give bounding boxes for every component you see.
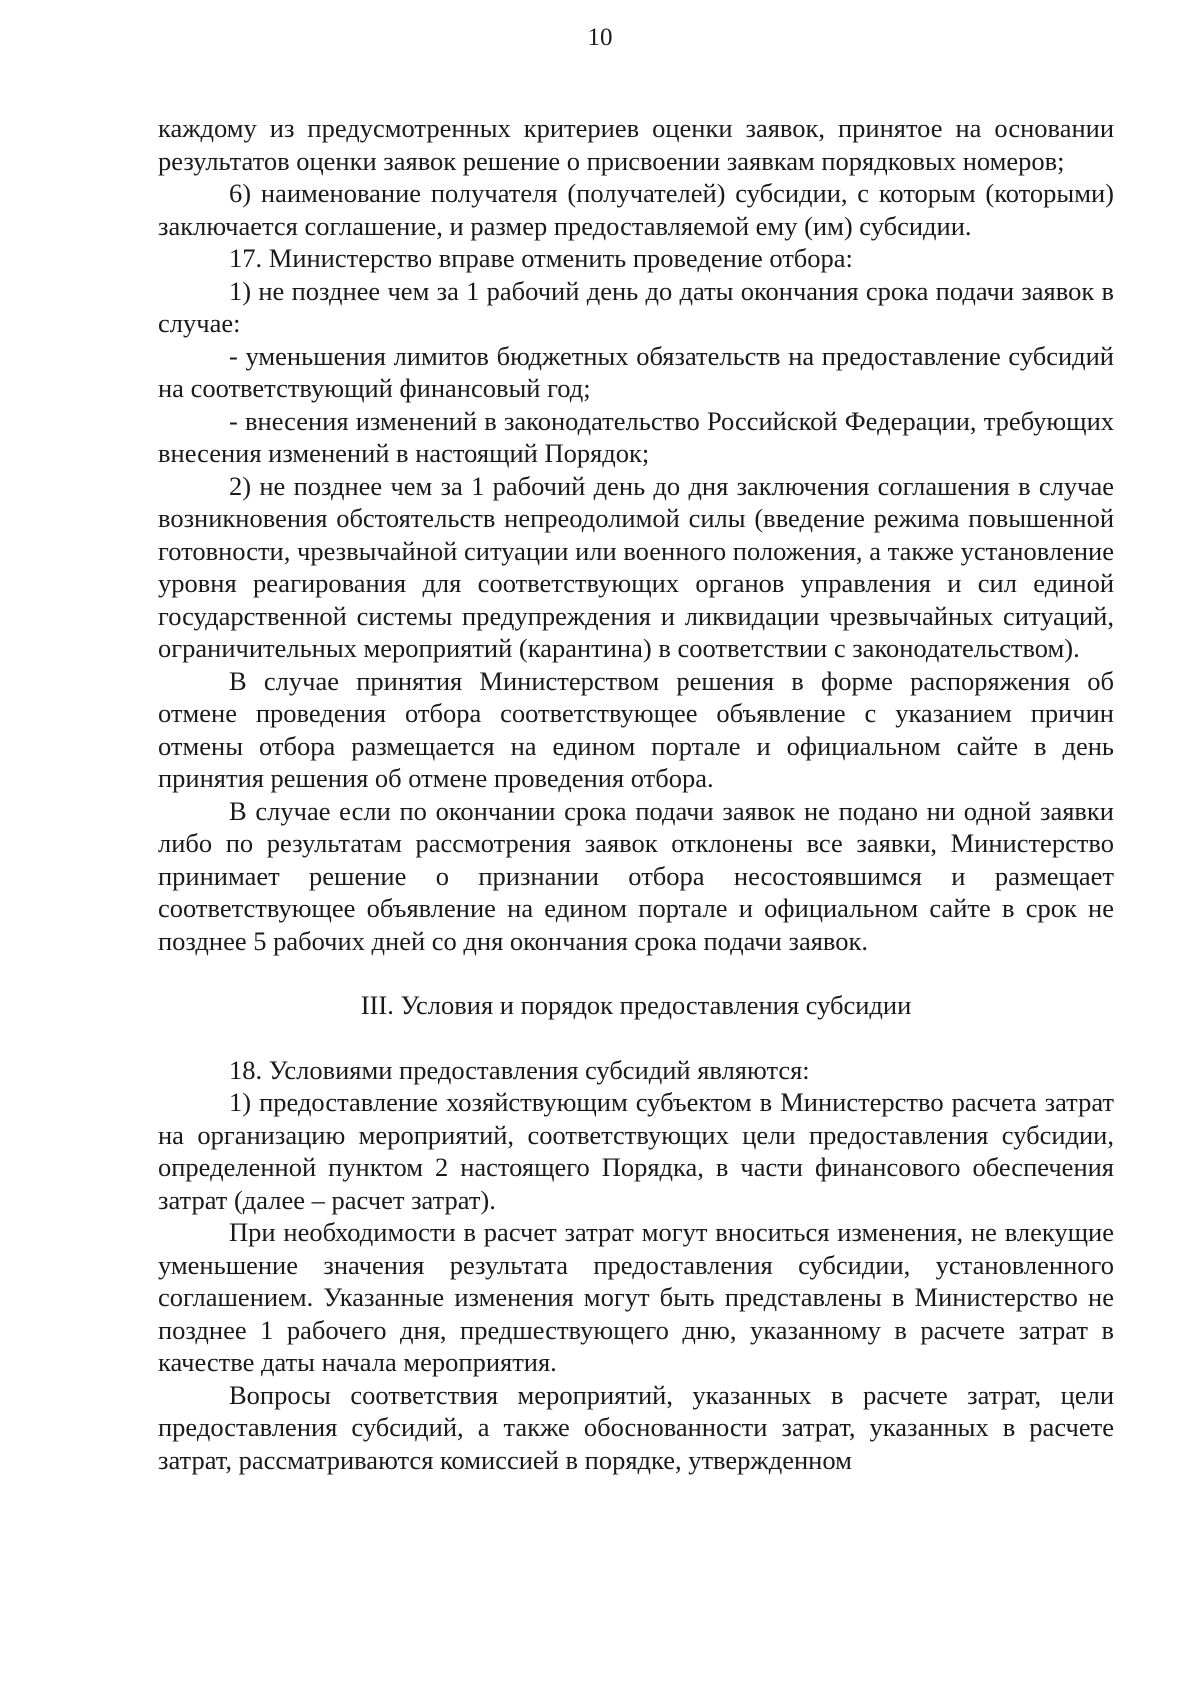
paragraph: 6) наименование получателя (получателей) субсидии, с которым (которыми) заключается соглашение, и размер предоставляемой ему (им) субсидии.	[158, 178, 1114, 241]
paragraph: - уменьшения лимитов бюджетных обязательств на предоставление субсидий на соответствующий финансовый год;	[158, 340, 1114, 403]
paragraph: В случае принятия Министерством решения в форме распоряжения об отмене проведения отбора соответствующее объявление с указанием причин отмены отбора размещается на едином портале и официальном сайте в день принятия решения об отмене проведения отбора.	[158, 665, 1114, 793]
document-body	[158, 112, 1114, 1476]
paragraph: - внесения изменений в законодательство Российской Федерации, требующих внесения изменений в настоящий Порядок;	[158, 405, 1114, 468]
page-number: 10	[587, 24, 613, 51]
paragraph: Вопросы соответствия мероприятий, указанных в расчете затрат, цели предоставления субсидий, а также обоснованности затрат, указанных в расчете затрат, рассматриваются комиссией в порядке, утвержденном	[158, 1379, 1114, 1475]
paragraph: 1) предоставление хозяйствующим субъектом в Министерство расчета затрат на организацию мероприятий, соответствующих цели предоставления субсидии, определенной пунктом 2 настоящего Порядка, в части финансового обеспечения затрат (далее – расчет затрат).	[158, 1087, 1114, 1215]
paragraph: При необходимости в расчет затрат могут вноситься изменения, не влекущие уменьшение значения результата предоставления субсидии, установленного соглашением. Указанные изменения могут быть представлены в Министерство не позднее 1 рабочего дня, предшествующего дню, указанному в расчете затрат в качестве даты начала мероприятия.	[158, 1217, 1114, 1377]
paragraph: 17. Министерство вправе отменить проведение отбора:	[229, 243, 853, 273]
paragraph: 18. Условиями предоставления субсидий являются:	[229, 1054, 810, 1085]
paragraph: каждому из предусмотренных критериев оценки заявок, принятое на основании результатов оценки заявок решение о присвоении заявкам порядковых номеров;	[158, 113, 1114, 176]
section-heading: III. Условия и порядок предоставления субсидии	[360, 990, 912, 1020]
paragraph: 1) не позднее чем за 1 рабочий день до даты окончания срока подачи заявок в случае:	[158, 275, 1114, 338]
paragraph: 2) не позднее чем за 1 рабочий день до дня заключения соглашения в случае возникновения обстоятельств непреодолимой силы (введение режима повышенной готовности, чрезвычайной ситуации или военного положения, а также установление уровня реагирования для соответствующих органов управления и сил единой государственной системы предупреждения и ликвидации чрезвычайных ситуаций, ограничительных мероприятий (карантина) в соответствии с законодательством).	[158, 470, 1114, 663]
paragraph: В случае если по окончании срока подачи заявок не подано ни одной заявки либо по результатам рассмотрения заявок отклонены все заявки, Министерство принимает решение о признании отбора несостоявшимся и размещает соответствующее объявление на едином портале и официальном сайте в срок не позднее 5 рабочих дней со дня окончания срока подачи заявок.	[158, 795, 1114, 956]
